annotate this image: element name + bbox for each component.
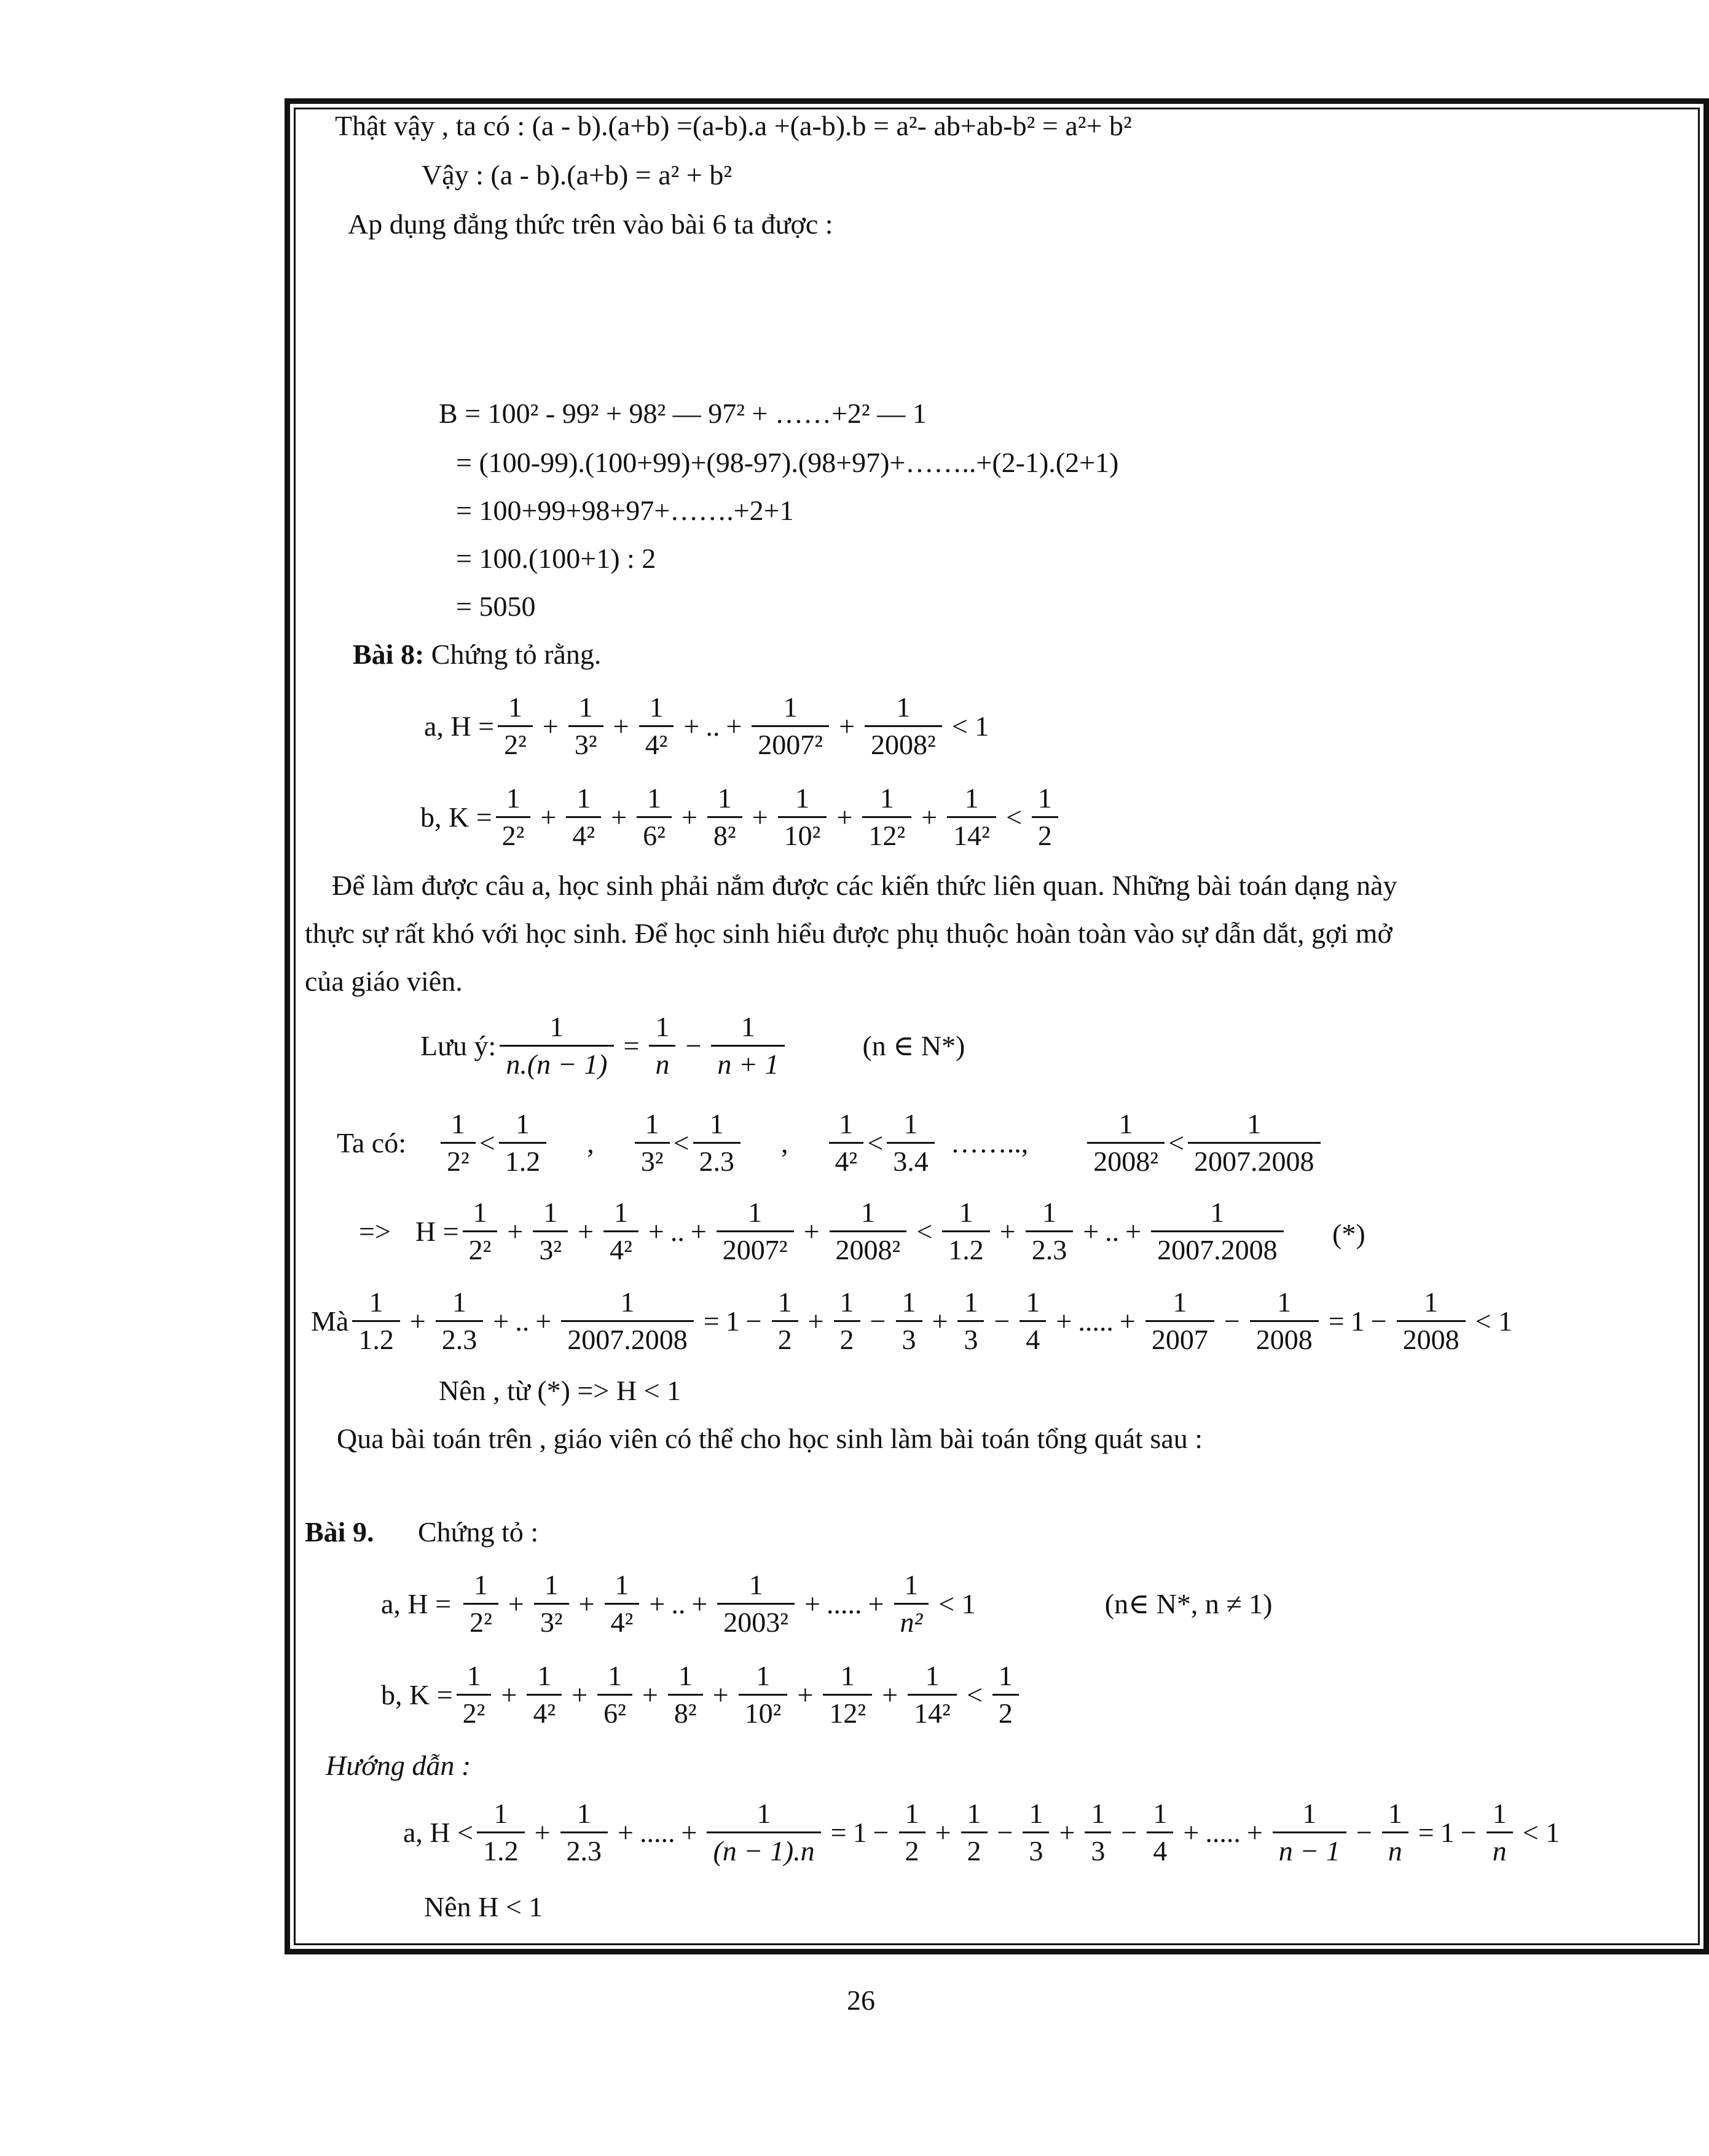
denominator: 8² <box>707 816 742 850</box>
denominator: 1.2 <box>942 1230 990 1264</box>
fraction <box>496 784 531 850</box>
one-value: 1 <box>852 1816 867 1848</box>
calc-b-line: = 5050 <box>456 591 536 622</box>
fraction <box>899 1800 925 1865</box>
denominator: 4² <box>605 1603 640 1637</box>
denominator: n.(n − 1) <box>500 1045 613 1079</box>
numerator: 1 <box>783 691 798 723</box>
numerator: 1 <box>795 782 810 814</box>
denominator: 2 <box>772 1320 798 1354</box>
guide-end: < 1 <box>1522 1816 1560 1848</box>
numerator: 1 <box>1492 1798 1507 1829</box>
denominator: 3² <box>635 1142 670 1176</box>
fraction <box>500 1013 613 1079</box>
numerator: 1 <box>839 1286 854 1318</box>
ellipsis: .. <box>671 1587 686 1619</box>
denominator: 2.3 <box>693 1142 741 1176</box>
fraction <box>865 693 942 759</box>
numerator: 1 <box>756 1660 771 1691</box>
fraction <box>1085 1800 1111 1865</box>
fraction <box>961 1800 988 1865</box>
denominator: 2 <box>992 1694 1019 1728</box>
one-value: 1 <box>1440 1816 1455 1848</box>
fraction <box>778 784 827 850</box>
taco-row: Ta có: $\frac{1}{\text{2²}}$ < $\frac{1}{1.2}$ , $\frac{1}{\text{3²}}$ < $\frac{1}{2.3}$ , $\frac{1}{\text{4²}}$ < $\frac{1}{3.4}$ …….., $\frac{1}{\text{2008²}}$ < $\frac{1}{2007.2008}$ <box>337 1110 1324 1176</box>
numerator: 1 <box>508 691 522 723</box>
fraction <box>1145 1288 1214 1354</box>
fraction <box>894 1571 929 1637</box>
numerator: 1 <box>549 1011 564 1042</box>
denominator: 12² <box>862 816 911 850</box>
note-condition: (n ∈ N*) <box>862 1029 965 1061</box>
numerator: 1 <box>450 1108 465 1139</box>
bai8-a-prefix: a, H = <box>424 710 495 742</box>
denominator: 1.2 <box>477 1831 525 1865</box>
numerator: 1 <box>959 1197 973 1228</box>
numerator: 1 <box>879 782 894 814</box>
fraction <box>457 1662 492 1728</box>
numerator: 1 <box>543 1197 558 1228</box>
numerator: 1 <box>537 1660 552 1691</box>
numerator: 1 <box>608 1660 623 1691</box>
bai9-title: Bài 9. <box>305 1516 374 1548</box>
bai9-a-prefix: a, H = <box>381 1587 452 1619</box>
numerator: 1 <box>516 1108 530 1139</box>
denominator: 2008² <box>830 1230 907 1264</box>
fraction <box>605 1571 640 1637</box>
denominator: 4 <box>1147 1831 1173 1865</box>
denominator: 14² <box>908 1694 957 1728</box>
fraction <box>772 1288 798 1354</box>
numerator: 1 <box>840 1660 855 1691</box>
numerator: 1 <box>905 1798 919 1829</box>
calc-b-line: B = 100² - 99² + 98² — 97² + ……+2² — 1 <box>439 398 927 429</box>
fraction <box>887 1110 935 1176</box>
guide-label: Hướng dẫn : <box>326 1750 471 1781</box>
denominator: n − 1 <box>1273 1831 1346 1865</box>
implies-prefix: H = <box>415 1215 459 1247</box>
fraction <box>597 1662 632 1728</box>
denominator: 4² <box>829 1142 864 1176</box>
fraction <box>862 784 911 850</box>
numerator: 1 <box>967 1798 981 1829</box>
numerator: 1 <box>1091 1798 1106 1829</box>
intro-line-1: Thật vậy , ta có : (a - b).(a+b) =(a-b).a +(a-b).b = a²- ab+ab-b² = a²+ b² <box>335 110 1132 141</box>
fraction <box>1023 1800 1049 1865</box>
bai9-heading <box>305 1518 538 1546</box>
numerator: 1 <box>964 782 979 814</box>
denominator: n <box>1382 1831 1408 1865</box>
numerator: 1 <box>896 691 911 723</box>
denominator: 2008 <box>1250 1320 1319 1354</box>
explain-line-2: thực sự rất khó với học sinh. Để học sinh hiểu được phụ thuộc hoàn toàn vào sự dẫn dắt, gợi mở <box>305 918 1393 949</box>
numerator: 1 <box>1277 1286 1292 1318</box>
fraction <box>739 1662 788 1728</box>
fraction <box>1020 1288 1046 1354</box>
fraction <box>1087 1110 1165 1176</box>
numerator: 1 <box>709 1108 724 1139</box>
denominator: 10² <box>778 816 827 850</box>
numerator: 1 <box>506 782 521 814</box>
denominator: 6² <box>597 1694 632 1728</box>
guide-conclusion: Nên H < 1 <box>424 1891 543 1922</box>
numerator: 1 <box>1153 1798 1168 1829</box>
ellipsis: .. <box>705 710 720 742</box>
denominator: 2 <box>1032 816 1058 850</box>
dots: ..... <box>640 1816 675 1848</box>
guide-prefix: a, H < <box>403 1816 474 1848</box>
numerator: 1 <box>613 1197 628 1228</box>
denominator: 2007.2008 <box>561 1320 694 1354</box>
numerator: 1 <box>1029 1798 1043 1829</box>
implies-arrow: => <box>359 1215 391 1247</box>
denominator: n + 1 <box>711 1045 785 1079</box>
bai8-heading <box>353 640 601 669</box>
fraction <box>1032 784 1058 850</box>
numerator: 1 <box>1173 1286 1187 1318</box>
fraction <box>1273 1800 1346 1865</box>
fraction <box>527 1662 562 1728</box>
calc-b-line: = (100-99).(100+99)+(98-97).(98+97)+……..+(2-1).(2+1) <box>456 447 1119 478</box>
fraction <box>992 1662 1019 1728</box>
denominator: 4² <box>603 1230 638 1264</box>
denominator: 1.2 <box>352 1320 400 1354</box>
bai9-part-b: b, K = $\frac{1}{\text{2²}}$ + $\frac{1}{\text{4²}}$ + $\frac{1}{\text{6²}}$ + $\frac{1}{\text{8²}}$ + $\frac{1}{\text{10²}}$ + $\frac{1}{\text{12²}}$ + $\frac{1}{\text{14²}}$ < $\frac{1}{2}$ <box>381 1662 1023 1728</box>
one-value: 1 <box>725 1305 740 1337</box>
denominator: 4 <box>1020 1320 1046 1354</box>
fraction <box>1487 1800 1513 1865</box>
numerator: 1 <box>717 782 732 814</box>
fraction <box>463 1571 498 1637</box>
ellipsis: .. <box>1105 1215 1120 1247</box>
bai9-b-prefix: b, K = <box>381 1678 453 1710</box>
fraction <box>639 693 674 759</box>
fraction <box>947 784 996 850</box>
numerator: 1 <box>466 1660 481 1691</box>
bai8-a-end: < 1 <box>951 710 989 742</box>
numerator: 1 <box>576 1798 591 1829</box>
bai9-prompt: Chứng tỏ : <box>417 1516 539 1548</box>
fraction <box>560 1800 608 1865</box>
fraction <box>752 693 829 759</box>
numerator: 1 <box>647 782 662 814</box>
bai9-a-end: < 1 <box>938 1587 976 1619</box>
denominator: 3 <box>1085 1831 1111 1865</box>
note-label: Lưu ý: <box>420 1029 497 1061</box>
fraction <box>352 1288 400 1354</box>
denominator: 2² <box>441 1142 476 1176</box>
numerator: 1 <box>493 1798 508 1829</box>
denominator: 3 <box>1023 1831 1049 1865</box>
bai9-part-a: a, H = $\frac{1}{\text{2²}}$ + $\frac{1}{\text{3²}}$ + $\frac{1}{\text{4²}}$ + .. + $\frac{1}{\text{2003²}}$ + ..... + $\frac{1}{\text{n²}}$ < 1 (n∈ N*, n ≠ 1) <box>381 1569 1273 1638</box>
fraction <box>568 693 603 759</box>
denominator: 2 <box>834 1320 860 1354</box>
denominator: 4² <box>566 816 601 850</box>
denominator: 3 <box>957 1320 984 1354</box>
bai9-b-end: < <box>966 1678 983 1710</box>
numerator: 1 <box>860 1197 875 1228</box>
numerator: 1 <box>925 1660 940 1691</box>
denominator: 2 <box>899 1831 925 1865</box>
denominator: 2007 <box>1145 1320 1214 1354</box>
ellipsis: .. <box>670 1215 685 1247</box>
numerator: 1 <box>1026 1286 1040 1318</box>
fraction <box>896 1288 922 1354</box>
denominator: 2008² <box>1087 1142 1165 1176</box>
fraction <box>463 1198 498 1264</box>
denominator: 2² <box>463 1230 498 1264</box>
fraction <box>635 1110 670 1176</box>
fraction <box>707 1800 820 1865</box>
calc-b-line: = 100.(100+1) : 2 <box>456 543 656 574</box>
denominator: 2007.2008 <box>1188 1142 1321 1176</box>
ma-end: < 1 <box>1475 1305 1513 1337</box>
fraction <box>707 784 742 850</box>
fraction <box>908 1662 957 1728</box>
denominator: 3² <box>534 1603 569 1637</box>
numerator: 1 <box>473 1569 488 1600</box>
note-row: Lưu ý: $\frac{1}{n.(n - 1)}$ = $\frac{1}{n}$ − $\frac{1}{n + 1}$ (n ∈ N*) <box>420 1011 965 1080</box>
denominator: 10² <box>739 1694 788 1728</box>
fraction <box>829 1110 864 1176</box>
ma-label: Mà <box>311 1305 349 1337</box>
numerator: 1 <box>1302 1798 1317 1829</box>
explain-line-1: Để làm được câu a, học sinh phải nắm được các kiến thức liên quan. Những bài toán dạng này <box>332 870 1397 901</box>
bai8-part-a: a, H = $\frac{1}{\text{2²}}$ + $\frac{1}{\text{3²}}$ + $\frac{1}{\text{4²}}$ + .. + $\frac{1}{\text{2007²}}$ + $\frac{1}{\text{2008²}}$ < 1 <box>424 691 989 760</box>
bai9-condition: (n∈ N*, n ≠ 1) <box>1104 1587 1273 1619</box>
numerator: 1 <box>1424 1286 1439 1318</box>
implies-row: => H = $\frac{1}{\text{2²}}$ + $\frac{1}{\text{3²}}$ + $\frac{1}{\text{4²}}$ + .. + $\frac{1}{\text{2007²}}$ + $\frac{1}{\text{2008²}}$ < $\frac{1}{1.2}$ + $\frac{1}{2.3}$ + .. + $\frac{1}{2007.2008}$ <box>359 1198 1373 1264</box>
numerator: 1 <box>1210 1197 1225 1228</box>
denominator: 2.3 <box>1026 1230 1074 1264</box>
denominator: 6² <box>637 816 672 850</box>
fraction <box>498 693 533 759</box>
fraction <box>477 1800 525 1865</box>
bai8-b-prefix: b, K = <box>420 801 492 833</box>
numerator: 1 <box>1037 782 1052 814</box>
page-number: 26 <box>847 1985 875 2016</box>
numerator: 1 <box>964 1286 978 1318</box>
numerator: 1 <box>904 1569 919 1600</box>
dots: ..... <box>1205 1816 1241 1848</box>
conclusion-line: Nên , từ (*) => H < 1 <box>439 1375 682 1406</box>
fraction <box>668 1662 703 1728</box>
denominator: 2.3 <box>560 1831 608 1865</box>
fraction <box>637 784 672 850</box>
fraction <box>1026 1198 1074 1264</box>
numerator: 1 <box>741 1011 755 1042</box>
denominator: n² <box>894 1603 929 1637</box>
denominator: 2007² <box>752 725 829 759</box>
fraction <box>436 1288 484 1354</box>
denominator: 2008² <box>865 725 942 759</box>
numerator: 1 <box>839 1108 854 1139</box>
fraction <box>1188 1110 1321 1176</box>
numerator: 1 <box>645 1108 659 1139</box>
fraction <box>566 784 601 850</box>
explain-line-3: của giáo viên. <box>305 966 463 997</box>
fraction <box>830 1198 907 1264</box>
fraction <box>717 1571 795 1637</box>
numerator: 1 <box>1247 1108 1262 1139</box>
bai8-title: Bài 8: <box>353 639 425 670</box>
denominator: 4² <box>639 725 674 759</box>
fraction <box>957 1288 984 1354</box>
numerator: 1 <box>452 1286 467 1318</box>
denominator: 2² <box>457 1694 492 1728</box>
bai8-part-b: b, K = $\frac{1}{\text{2²}}$ + $\frac{1}{\text{4²}}$ + $\frac{1}{\text{6²}}$ + $\frac{1}{\text{8²}}$ + $\frac{1}{\text{10²}}$ + $\frac{1}{\text{12²}}$ + $\frac{1}{\text{14²}}$ < $\frac{1}{2}$ <box>420 784 1062 850</box>
fraction <box>1147 1800 1173 1865</box>
fraction <box>561 1288 694 1354</box>
fraction <box>1382 1800 1408 1865</box>
general-line: Qua bài toán trên , giáo viên có thể cho học sinh làm bài toán tổng quát sau : <box>337 1423 1203 1454</box>
denominator: 2² <box>496 816 531 850</box>
ellipsis: .. <box>515 1305 530 1337</box>
numerator: 1 <box>748 1569 763 1600</box>
ma-row: Mà $\frac{1}{1.2}$ + $\frac{1}{2.3}$ + .. + $\frac{1}{2007.2008}$ = 1 − $\frac{1}{2}$ + $\frac{1}{2}$ − $\frac{1}{3}$ + $\frac{1}{3}$ − $\frac{1}{4}$ + ..... + $\frac{1}{2007}$ − $\frac{1}{2008}$ = 1 − $\frac{1}{2008}$ < 1 <box>311 1286 1513 1355</box>
denominator: 2008 <box>1397 1320 1466 1354</box>
denominator: 14² <box>947 816 996 850</box>
fraction <box>1151 1198 1284 1264</box>
numerator: 1 <box>903 1108 918 1139</box>
numerator: 1 <box>756 1798 771 1829</box>
denominator: 3² <box>568 725 603 759</box>
fraction <box>499 1110 547 1176</box>
numerator: 1 <box>902 1286 916 1318</box>
denominator: 2007² <box>717 1230 794 1264</box>
denominator: 2003² <box>717 1603 795 1637</box>
fraction <box>533 1198 568 1264</box>
numerator: 1 <box>678 1660 693 1691</box>
numerator: 1 <box>649 691 664 723</box>
denominator: (n − 1).n <box>707 1831 820 1865</box>
denominator: 4² <box>527 1694 562 1728</box>
denominator: 2.3 <box>436 1320 484 1354</box>
fraction <box>717 1198 794 1264</box>
fraction <box>693 1110 741 1176</box>
fraction <box>534 1571 569 1637</box>
taco-ellipsis: …….., <box>950 1127 1029 1159</box>
calc-b-line: = 100+99+98+97+…….+2+1 <box>456 495 794 526</box>
numerator: 1 <box>544 1569 559 1600</box>
fraction <box>711 1013 785 1079</box>
denominator: 8² <box>668 1694 703 1728</box>
denominator: 2 <box>961 1831 988 1865</box>
numerator: 1 <box>1118 1108 1133 1139</box>
denominator: 3 <box>896 1320 922 1354</box>
denominator: 3.4 <box>887 1142 935 1176</box>
denominator: 2007.2008 <box>1151 1230 1284 1264</box>
numerator: 1 <box>655 1011 670 1042</box>
bai8-b-end: < <box>1005 801 1022 833</box>
bai8-prompt: Chứng tỏ rằng. <box>431 639 602 670</box>
guide-row: a, H < $\frac{1}{1.2}$ + $\frac{1}{2.3}$ + ..... + $\frac{1}{(n - 1).n}$ = 1 − $\frac{1}{2}$ + $\frac{1}{2}$ − $\frac{1}{3}$ + $\frac{1}{3}$ − $\frac{1}{4}$ + ..... + $\frac{1}{n - 1}$ − $\frac{1}{n}$ = 1 − $\frac{1}{n}$ < 1 <box>403 1798 1560 1867</box>
intro-line-3: Ap dụng đẳng thức trên vào bài 6 ta được : <box>348 208 833 240</box>
denominator: 12² <box>823 1694 872 1728</box>
numerator: 1 <box>578 691 593 723</box>
numerator: 1 <box>748 1197 763 1228</box>
numerator: 1 <box>1042 1197 1056 1228</box>
numerator: 1 <box>620 1286 635 1318</box>
fraction <box>441 1110 476 1176</box>
numerator: 1 <box>615 1569 629 1600</box>
fraction <box>942 1198 990 1264</box>
fraction <box>823 1662 872 1728</box>
denominator: 3² <box>533 1230 568 1264</box>
denominator: n <box>649 1045 675 1079</box>
taco-label: Ta có: <box>337 1127 407 1159</box>
fraction <box>1250 1288 1319 1354</box>
fraction <box>649 1013 675 1079</box>
numerator: 1 <box>998 1660 1013 1691</box>
denominator: 2² <box>463 1603 498 1637</box>
dots: ..... <box>827 1587 862 1619</box>
star-mark: (*) <box>1332 1218 1365 1249</box>
fraction <box>1397 1288 1466 1354</box>
one-value: 1 <box>1350 1305 1365 1337</box>
fraction <box>603 1198 638 1264</box>
numerator: 1 <box>777 1286 792 1318</box>
numerator: 1 <box>1388 1798 1402 1829</box>
numerator: 1 <box>473 1197 487 1228</box>
denominator: 2² <box>498 725 533 759</box>
denominator: n <box>1487 1831 1513 1865</box>
dots: ..... <box>1078 1305 1114 1337</box>
denominator: 1.2 <box>499 1142 547 1176</box>
numerator: 1 <box>576 782 591 814</box>
intro-line-2: Vậy : (a - b).(a+b) = a² + b² <box>422 159 733 191</box>
numerator: 1 <box>369 1286 383 1318</box>
fraction <box>834 1288 860 1354</box>
